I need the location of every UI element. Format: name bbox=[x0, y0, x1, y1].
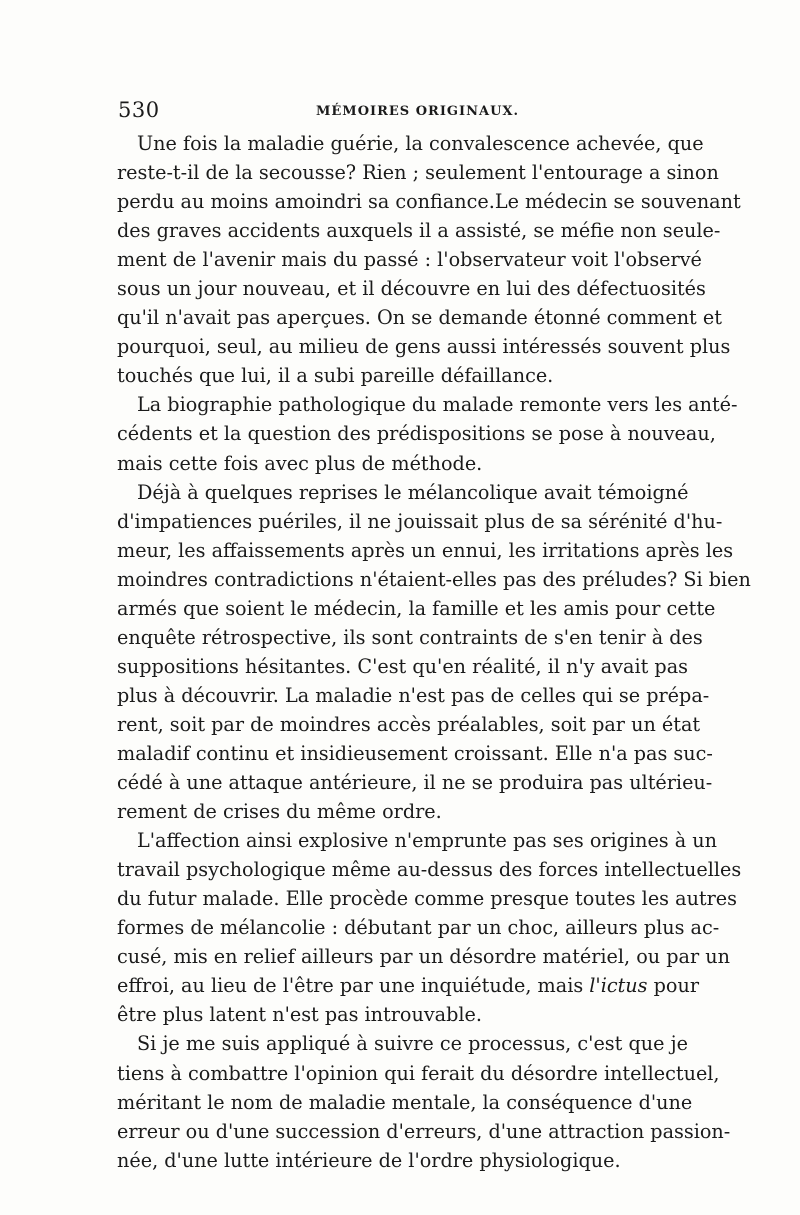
text-line: maladif continu et insidieusement croissant. Elle n'a pas suc- bbox=[117, 741, 713, 765]
text-line: méritant le nom de maladie mentale, la conséquence d'une bbox=[117, 1090, 693, 1114]
text-line: travail psychologique même au-dessus des forces intellectuelles bbox=[117, 858, 742, 882]
text-line: pourquoi, seul, au milieu de gens aussi intéressés souvent plus bbox=[117, 335, 731, 359]
text-line: Si je me suis appliqué à suivre ce processus, c'est que je bbox=[137, 1032, 688, 1056]
text-line: née, d'une lutte intérieure de l'ordre physiologique. bbox=[117, 1148, 621, 1172]
italic-term: l'ictus bbox=[589, 974, 648, 998]
text-line: du futur malade. Elle procède comme presque toutes les autres bbox=[117, 887, 738, 911]
text-line: Une fois la maladie guérie, la convalescence achevée, que bbox=[137, 132, 704, 155]
text-line: cédents et la question des prédispositions se pose à nouveau, bbox=[117, 422, 716, 446]
text-line: armés que soient le médecin, la famille et les amis pour cette bbox=[117, 596, 716, 620]
text-line: qu'il n'avait pas aperçues. On se demande étonné comment et bbox=[117, 306, 722, 330]
text-line: moindres contradictions n'étaient-elles pas des préludes? Si bien bbox=[117, 567, 751, 591]
page-header bbox=[118, 98, 688, 126]
text-line: reste-t-il de la secousse? Rien ; seulement l'entourage a sinon bbox=[117, 161, 719, 185]
text-line: mais cette fois avec plus de méthode. bbox=[117, 451, 483, 475]
text-segment: effroi, au lieu de l'être par une inquiétude, mais bbox=[117, 974, 584, 998]
text-line: plus à découvrir. La maladie n'est pas de celles qui se prépa- bbox=[117, 683, 710, 707]
text-line: cusé, mis en relief ailleurs par un désordre matériel, ou par un bbox=[117, 945, 730, 969]
text-line: enquête rétrospective, ils sont contraints de s'en tenir à des bbox=[117, 625, 703, 649]
text-line: être plus latent n'est pas introuvable. bbox=[117, 1003, 482, 1027]
text-line: formes de mélancolie : débutant par un choc, ailleurs plus ac- bbox=[117, 916, 720, 940]
text-line: meur, les affaissements après un ennui, les irritations après les bbox=[117, 538, 734, 562]
text-line: La biographie pathologique du malade remonte vers les anté- bbox=[137, 393, 738, 417]
text-line: ment de l'avenir mais du passé : l'observateur voit l'observé bbox=[117, 248, 702, 272]
text-line: des graves accidents auxquels il a assisté, se méfie non seule- bbox=[117, 219, 721, 243]
text-line: erreur ou d'une succession d'erreurs, d'une attraction passion- bbox=[117, 1119, 731, 1143]
text-segment: pour bbox=[653, 974, 699, 998]
running-title: MÉMOIRES ORIGINAUX. bbox=[316, 104, 520, 119]
text-line: sous un jour nouveau, et il découvre en lui des défectuosités bbox=[117, 277, 706, 301]
text-line: Déjà à quelques reprises le mélancolique avait témoigné bbox=[137, 480, 689, 504]
text-line: touchés que lui, il a subi pareille défaillance. bbox=[117, 364, 554, 388]
text-line: rement de crises du même ordre. bbox=[117, 800, 442, 824]
text-line: suppositions hésitantes. C'est qu'en réalité, il n'y avait pas bbox=[117, 654, 688, 678]
text-line: d'impatiences puériles, il ne jouissait plus de sa sérénité d'hu- bbox=[117, 509, 723, 533]
page-number: 530 bbox=[118, 98, 160, 122]
text-line: L'affection ainsi explosive n'emprunte pas ses origines à un bbox=[137, 829, 718, 853]
text-line-ictus bbox=[117, 971, 699, 1000]
text-line: perdu au moins amoindri sa confiance.Le médecin se souvenant bbox=[117, 190, 741, 214]
text-line: cédé à une attaque antérieure, il ne se produira pas ultérieu- bbox=[117, 771, 713, 795]
text-line: tiens à combattre l'opinion qui ferait du désordre intellectuel, bbox=[117, 1061, 720, 1085]
body-text bbox=[117, 129, 751, 1175]
text-line: rent, soit par de moindres accès préalables, soit par un état bbox=[117, 712, 701, 736]
